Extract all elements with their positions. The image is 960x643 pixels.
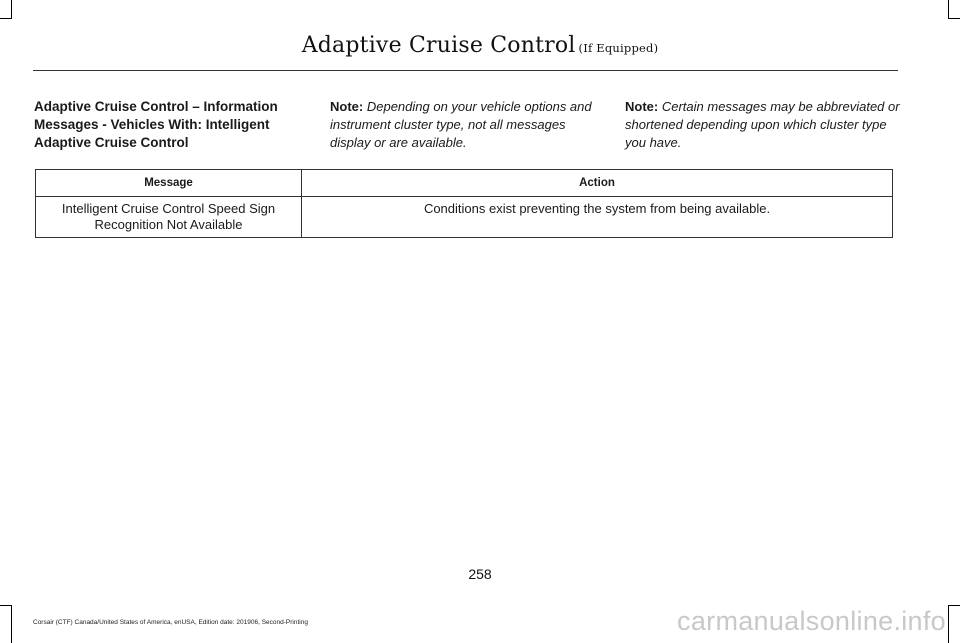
table-header-row — [36, 170, 893, 197]
header-title-text: Adaptive Cruise Control — [301, 33, 576, 58]
note-text: Depending on your vehicle options and instrument cluster type, not all messages display or are available. — [330, 99, 592, 150]
note-label: Note: — [330, 99, 364, 114]
crop-mark-bottom-left-horizontal — [0, 605, 12, 606]
header-divider — [33, 70, 898, 71]
page-number: 258 — [468, 566, 492, 582]
note-text: Certain messages may be abbreviated or shortened depending upon which cluster type you have. — [625, 99, 900, 150]
page-header-title — [0, 33, 960, 58]
crop-mark-top-right-horizontal — [948, 18, 960, 19]
messages-table — [35, 169, 893, 238]
table-row — [36, 197, 893, 238]
message-cell: Intelligent Cruise Control Speed Sign Recognition Not Available — [36, 197, 302, 238]
crop-mark-bottom-right-horizontal — [948, 605, 960, 606]
note-abbreviated-messages — [625, 98, 903, 152]
crop-mark-top-right-vertical — [948, 0, 949, 18]
crop-mark-top-left-vertical — [11, 0, 12, 18]
column-header-action: Action — [302, 170, 893, 197]
section-heading: Adaptive Cruise Control – Information Messages - Vehicles With: Intelligent Adaptive Cruise Control — [34, 99, 278, 150]
watermark-logo: carmanualsonline.info — [677, 606, 946, 636]
header-subtitle-text: (If Equipped) — [578, 41, 659, 55]
crop-mark-bottom-right-vertical — [948, 605, 949, 643]
crop-mark-top-left-horizontal — [0, 18, 12, 19]
note-label: Note: — [625, 99, 659, 114]
column-header-message: Message — [36, 170, 302, 197]
crop-mark-bottom-left-vertical — [11, 605, 12, 643]
note-vehicle-options — [330, 98, 608, 152]
edition-footer: Corsair (CTF) Canada/United States of America, enUSA, Edition date: 201906, Second-Printing — [33, 619, 308, 626]
action-cell: Conditions exist preventing the system from being available. — [302, 197, 893, 238]
